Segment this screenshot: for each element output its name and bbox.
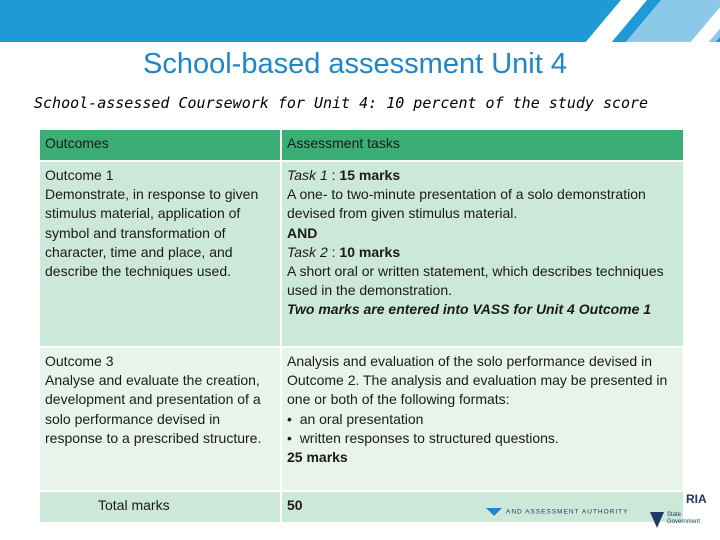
task-marks: 15 marks [339, 167, 401, 183]
authority-logo-text: AND ASSESSMENT AUTHORITY [506, 508, 629, 516]
gov-text-line: State [667, 512, 682, 518]
government-logo-icon [650, 512, 664, 528]
task-marks: 25 marks [287, 449, 348, 466]
task-line [287, 166, 678, 185]
total-label: Total marks [39, 491, 281, 523]
list-item: • an oral presentation [287, 410, 424, 427]
task-separator: : [327, 167, 340, 183]
header-assessment-tasks: Assessment tasks [281, 129, 684, 161]
table-row [39, 161, 684, 347]
slide-title: School-based assessment Unit 4 [143, 48, 567, 80]
assessment-table [38, 128, 685, 524]
list-item: • written responses to structured questions. [287, 429, 559, 446]
task-description: A one- to two-minute presentation of a solo demonstration devised from given stimulus material. [287, 186, 646, 222]
vass-note: Two marks are entered into VASS for Unit 4 Outcome 1 [287, 301, 652, 318]
tasks-cell [281, 161, 684, 347]
government-logo [650, 512, 708, 536]
authority-logo-icon [486, 508, 502, 516]
table-row [39, 347, 684, 491]
authority-logo [486, 508, 629, 524]
government-logo-text [667, 512, 700, 526]
table-header-row [39, 129, 684, 161]
outcome-description: Demonstrate, in response to given stimulus material, application of symbol and transformation of character, time and place, and describe the techniques used. [45, 186, 259, 280]
bullet-text: an oral presentation [299, 410, 424, 427]
task-label: Task 2 [287, 243, 328, 260]
tasks-cell [281, 347, 684, 491]
side-logo-text: RIA [686, 492, 707, 506]
task-separator: : [327, 243, 340, 260]
task-description: Analysis and evaluation of the solo performance devised in Outcome 2. The analysis and evaluation may be presented in one or both of the following formats: [287, 353, 668, 408]
top-banner [0, 0, 720, 42]
header-outcomes: Outcomes [39, 129, 281, 161]
gov-text-line: Government [667, 519, 701, 525]
bullet-text: written responses to structured questions. [299, 429, 559, 446]
outcome-description: Analyse and evaluate the creation, development and presentation of a solo performance devised in response to a prescribed structure. [45, 372, 262, 446]
outcome-title: Outcome 3 [45, 353, 114, 369]
outcome-cell [39, 161, 281, 347]
task-line [287, 243, 678, 262]
task-marks: 10 marks [339, 243, 401, 260]
outcome-title: Outcome 1 [45, 167, 114, 183]
task-label: Task 1 [287, 167, 328, 183]
total-value: 50 [281, 491, 684, 523]
and-connector: AND [287, 224, 318, 241]
task-description: A short oral or written statement, which describes techniques used in the demonstration. [287, 263, 664, 299]
outcome-cell [39, 347, 281, 491]
slide-subtitle: School-assessed Coursework for Unit 4: 10 percent of the study score [34, 94, 649, 112]
